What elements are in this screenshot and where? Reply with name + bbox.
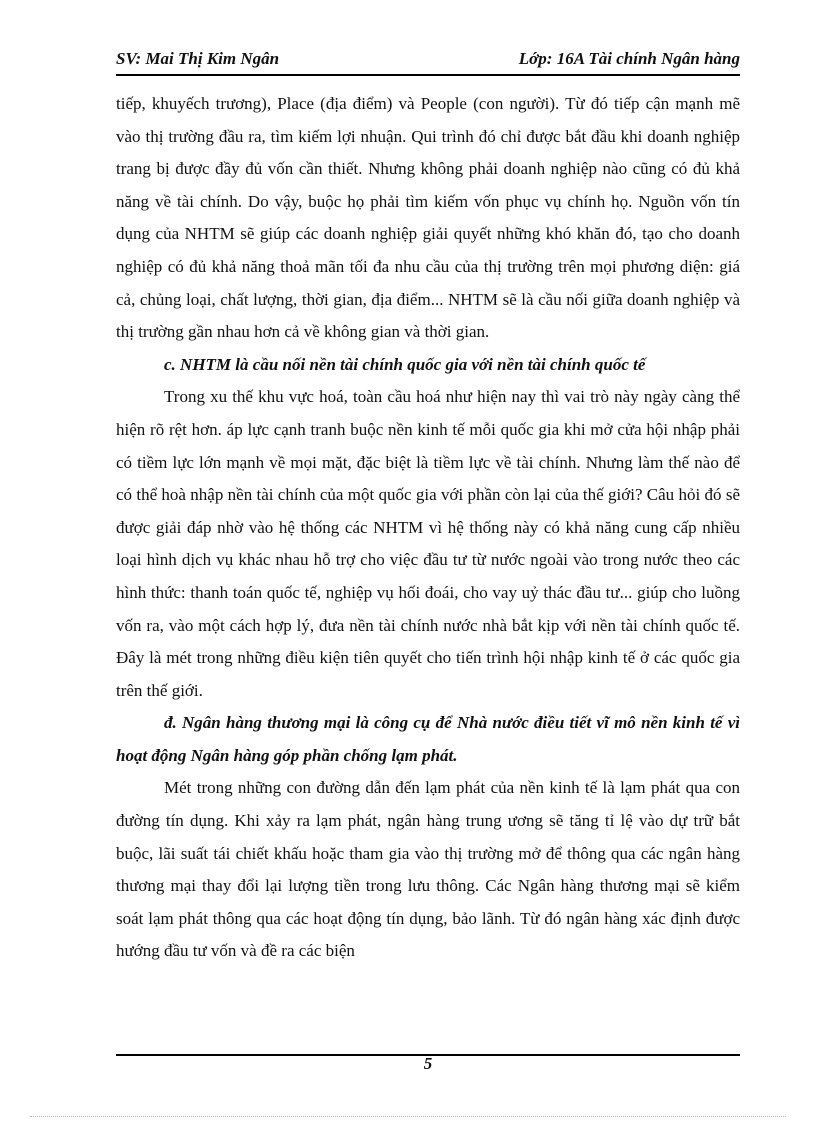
header-student-name: SV: Mai Thị Kim Ngân [116, 49, 280, 68]
page-bottom-divider [30, 1116, 786, 1117]
page-body [116, 88, 740, 968]
section-heading-c: c. NHTM là cầu nối nền tài chính quốc gia với nền tài chính quốc tế [164, 354, 646, 374]
page-number: 5 [423, 1054, 433, 1073]
paragraph-continuation: tiếp, khuyếch trương), Place (địa điểm) và People (con người). Từ đó tiếp cận mạnh mẽ vào thị trường đầu ra, tìm kiếm lợi nhuận. Qui trình đó chỉ được bắt đầu khi doanh nghiệp trang bị được đầy đủ vốn cần thiết. Nhưng không phải doanh nghiệp nào cũng có đủ khả năng về tài chính. Do vậy, buộc họ phải tìm kiếm vốn phục vụ chính họ. Nguồn vốn tín dụng của NHTM sẽ giúp các doanh nghiệp giải quyết những khó khăn đó, tạo cho doanh nghiệp có đủ khả năng thoả mãn tối đa nhu cầu của thị trường trên mọi phương diện: giá cả, chủng loại, chất lượng, thời gian, địa điểm... NHTM sẽ là cầu nối giữa doanh nghiệp và thị trường gần nhau hơn cả về không gian và thời gian. [116, 94, 740, 342]
paragraph-international-finance: Trong xu thế khu vực hoá, toàn cầu hoá như hiện nay thì vai trò này ngày càng thể hiện rõ rệt hơn. áp lực cạnh tranh buộc nền kinh tế mỗi quốc gia khi mở cửa hội nhập phải có tiềm lực lớn mạnh về mọi mặt, đặc biệt là tiềm lực về tài chính. Nhưng làm thế nào để có thể hoà nhập nền tài chính của một quốc gia với phần còn lại của thế giới? Câu hỏi đó sẽ được giải đáp nhờ vào hệ thống các NHTM vì hệ thống này có khả năng cung cấp nhiều loại hình dịch vụ khác nhau hỗ trợ cho việc đầu tư từ nước ngoài vào trong nước theo các hình thức: thanh toán quốc tế, nghiệp vụ hối đoái, cho vay uỷ thác đầu tư... giúp cho luồng vốn ra, vào một cách hợp lý, đưa nền tài chính nước nhà bắt kịp với nền tài chính quốc tế. Đây là mét trong những điều kiện tiên quyết cho tiến trình hội nhập kinh tế ở các quốc gia trên thế giới. [116, 387, 740, 700]
section-heading-d: đ. Ngân hàng thương mại là công cụ để Nhà nước điều tiết vĩ mô nền kinh tế vì hoạt động Ngân hàng góp phần chống lạm phát. [116, 713, 740, 765]
page-header [116, 48, 740, 76]
paragraph-inflation-control: Mét trong những con đường dẫn đến lạm phát của nền kinh tế là lạm phát qua con đường tín dụng. Khi xảy ra lạm phát, ngân hàng trung ương sẽ tăng tỉ lệ vào dự trữ bắt buộc, lãi suất tái chiết khấu hoặc tham gia vào thị trường mở để thông qua các ngân hàng thương mại thay đổi lại lượng tiền trong lưu thông. Các Ngân hàng thương mại sẽ kiểm soát lạm phát thông qua các hoạt động tín dụng, bảo lãnh. Từ đó ngân hàng xác định được hướng đầu tư vốn và đề ra các biện [116, 778, 740, 961]
header-class-name: Lớp: 16A Tài chính Ngân hàng [518, 49, 740, 68]
